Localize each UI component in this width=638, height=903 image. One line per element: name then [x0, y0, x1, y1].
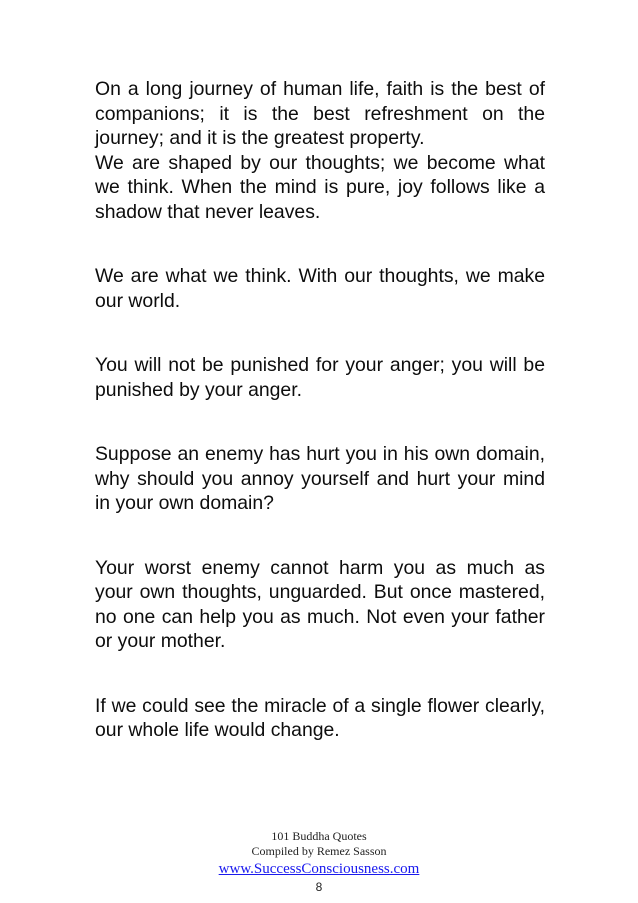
page-number: 8 [315, 880, 323, 894]
quote-paragraph: Suppose an enemy has hurt you in his own domain, why should you annoy yourself and hurt your mind in your own domain? [95, 443, 545, 514]
quote-paragraph: Your worst enemy cannot harm you as much as your own thoughts, unguarded. But once mastered, no one can help you as much. Not even your father or your mother. [95, 556, 545, 652]
quote-paragraph: You will not be punished for your anger; you will be punished by your anger. [95, 354, 545, 401]
quote-paragraph: We are what we think. With our thoughts, we make our world. [95, 265, 545, 312]
website-link[interactable]: www.SuccessConsciousness.com [218, 861, 420, 877]
quote-paragraph: If we could see the miracle of a single flower clearly, our whole life would change. [95, 694, 545, 741]
footer-book-title: 101 Buddha Quotes [271, 829, 367, 843]
footer-compiled-by: Compiled by Remez Sasson [251, 844, 387, 858]
quotes-body [95, 77, 545, 743]
quote-paragraph: On a long journey of human life, faith is the best of companions; it is the best refreshment on the journey; and it is the greatest property. [95, 78, 545, 149]
page-footer [0, 829, 638, 895]
quote-paragraph: We are shaped by our thoughts; we become what we think. When the mind is pure, joy follows like a shadow that never leaves. [95, 151, 545, 223]
